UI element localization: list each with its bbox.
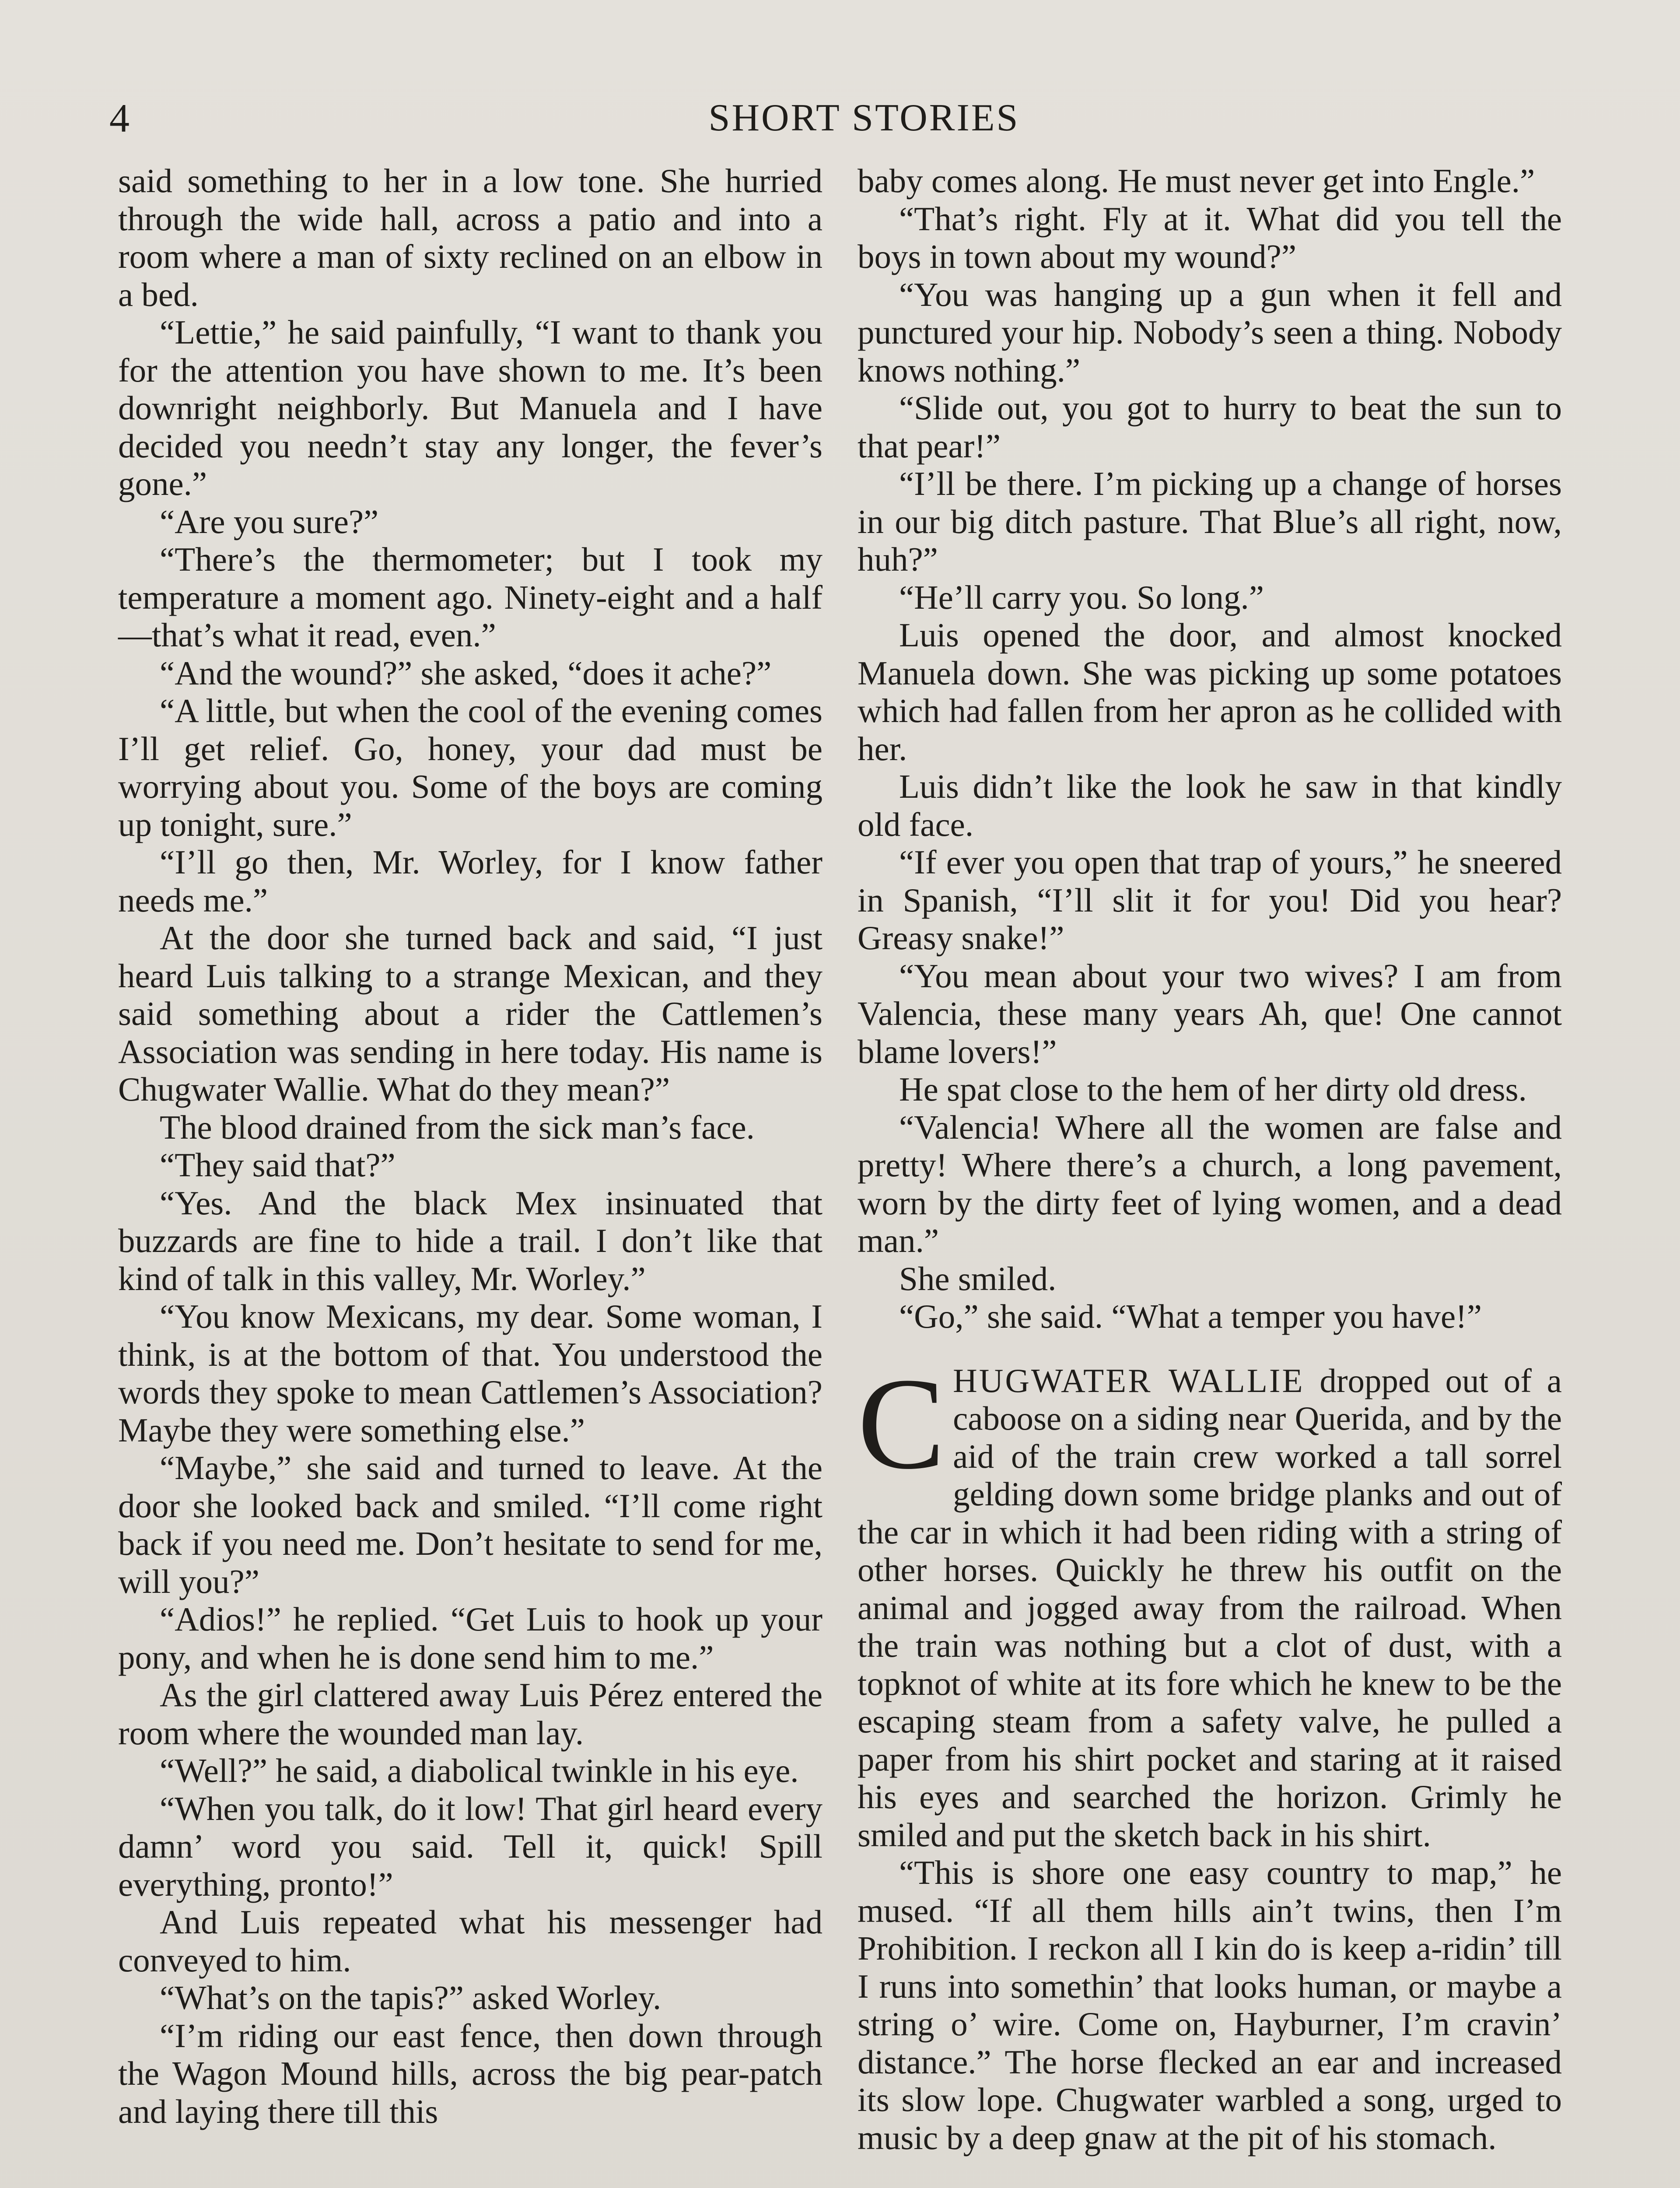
paragraph: “You was hanging up a gun when it fell and punctured your hip. Nobody’s seen a thing. Nobody knows nothing.” xyxy=(858,275,1562,389)
paragraph: “Valencia! Where all the women are false and pretty! Where there’s a church, a long pavement, worn by the dirty feet of lying women, and a dead man.” xyxy=(858,1108,1562,1259)
paragraph: “And the wound?” she asked, “does it ache?” xyxy=(160,654,772,692)
paragraph: Luis opened the door, and almost knocked Manuela down. She was picking up some potatoes which had fallen from her apron as he collided with her. xyxy=(858,616,1562,768)
paragraph: “Lettie,” he said painfully, “I want to thank you for the attention you have shown to me. It’s been downright neighborly. But Manuela and I have decided you needn’t stay any longer, the fever’s gone.” xyxy=(118,313,822,502)
paragraph: “Go,” she said. “What a temper you have!” xyxy=(899,1297,1482,1335)
paragraph: said something to her in a low tone. She hurried through the wide hall, across a patio and into a room where a man of sixty reclined on an elbow in a bed. xyxy=(118,162,822,313)
paragraph: The blood drained from the sick man’s face. xyxy=(160,1108,755,1146)
paragraph: At the door she turned back and said, “I just heard Luis talking to a strange Mexican, and they said something about a rider the Cattlemen’s Association was sending in here today. His name is Chugwater Wallie. What do they mean?” xyxy=(118,919,822,1108)
lead-caps: HUGWATER WALLIE xyxy=(953,1361,1305,1399)
paragraph: As the girl clattered away Luis Pérez entered the room where the wounded man lay. xyxy=(118,1676,822,1752)
paragraph: “I’ll go then, Mr. Worley, for I know father needs me.” xyxy=(118,843,822,919)
left-column xyxy=(118,162,822,2130)
right-column xyxy=(858,162,1562,2156)
paragraph: “You mean about your two wives? I am from Valencia, these many years Ah, que! One cannot blame lovers!” xyxy=(858,957,1562,1070)
running-title: SHORT STORIES xyxy=(708,97,1020,139)
paragraph: “Are you sure?” xyxy=(160,502,379,540)
paragraph: “What’s on the tapis?” asked Worley. xyxy=(160,1979,662,2016)
paragraph: “This is shore one easy country to map,” he mused. “If all them hills ain’t twins, then I’m Prohibition. I reckon all I kin do is keep a-ridin’ till I runs into somethin’ that looks human, or maybe a string o’ wire. Come on, Hayburner, I’m cravin’ distance.” The horse flecked an ear and increased its slow lope. Chugwater warbled a song, urged to music by a deep gnaw at the pit of his stomach. xyxy=(858,1854,1562,2156)
page-header xyxy=(109,94,1619,142)
paragraph: “Well?” he said, a diabolical twinkle in his eye. xyxy=(160,1752,799,1789)
paragraph: “He’ll carry you. So long.” xyxy=(899,578,1264,616)
paragraph: “You know Mexicans, my dear. Some woman, I think, is at the bottom of that. You understood the words they spoke to mean Cattlemen’s Association? Maybe they were something else.” xyxy=(118,1297,822,1449)
paragraph: And Luis repeated what his messenger had conveyed to him. xyxy=(118,1903,822,1979)
paragraph: “That’s right. Fly at it. What did you tell the boys in town about my wound?” xyxy=(858,200,1562,275)
paragraph: “They said that?” xyxy=(160,1146,396,1184)
paragraph: Luis didn’t like the look he saw in that kindly old face. xyxy=(858,768,1562,843)
section-opening-paragraph xyxy=(858,1350,1562,1854)
paragraph: “I’ll be there. I’m picking up a change of horses in our big ditch pasture. That Blue’s all right, now, huh?” xyxy=(858,465,1562,578)
paragraph: “If ever you open that trap of yours,” he sneered in Spanish, “I’ll slit it for you! Did you hear? Greasy snake!” xyxy=(858,843,1562,957)
paragraph: He spat close to the hem of her dirty old dress. xyxy=(899,1070,1527,1108)
paragraph: “Yes. And the black Mex insinuated that buzzards are fine to hide a trail. I don’t like that kind of talk in this valley, Mr. Worley.” xyxy=(118,1184,822,1297)
paragraph: “I’m riding our east fence, then down through the Wagon Mound hills, across the big pear-patch and laying there till this xyxy=(118,2016,822,2130)
paragraph: baby comes along. He must never get into Engle.” xyxy=(858,162,1535,200)
paragraph: “When you talk, do it low! That girl heard every damn’ word you said. Tell it, quick! Spill everything, pronto!” xyxy=(118,1789,822,1903)
paragraph: “A little, but when the cool of the evening comes I’ll get relief. Go, honey, your dad must be worrying about you. Some of the boys are coming up tonight, sure.” xyxy=(118,692,822,843)
paragraph: “Slide out, you got to hurry to beat the sun to that pear!” xyxy=(858,389,1562,465)
paragraph: She smiled. xyxy=(899,1259,1057,1297)
paragraph: “There’s the thermometer; but I took my temperature a moment ago. Ninety-eight and a half—that’s what it read, even.” xyxy=(118,540,822,654)
opening-text: dropped out of a caboose on a siding near Querida, and by the aid of the train crew worked a tall sorrel gelding down some bridge planks and out of the car in which it had been riding with a string of other horses. Quickly he threw his outfit on the animal and jogged away from the railroad. When the train was nothing but a clot of dust, with a topknot of white at its fore which he knew to be the escaping steam from a safety valve, he pulled a paper from his shirt pocket and staring at it raised his eyes and searched the horizon. Grimly he smiled and put the sketch back in his shirt. xyxy=(858,1361,1562,1854)
paragraph: “Maybe,” she said and turned to leave. At the door she looked back and smiled. “I’ll come right back if you need me. Don’t hesitate to send for me, will you?” xyxy=(118,1449,822,1600)
page-number: 4 xyxy=(109,96,130,140)
paragraph: “Adios!” he replied. “Get Luis to hook up your pony, and when he is done send him to me.” xyxy=(118,1600,822,1676)
drop-cap: C xyxy=(858,1350,945,1496)
